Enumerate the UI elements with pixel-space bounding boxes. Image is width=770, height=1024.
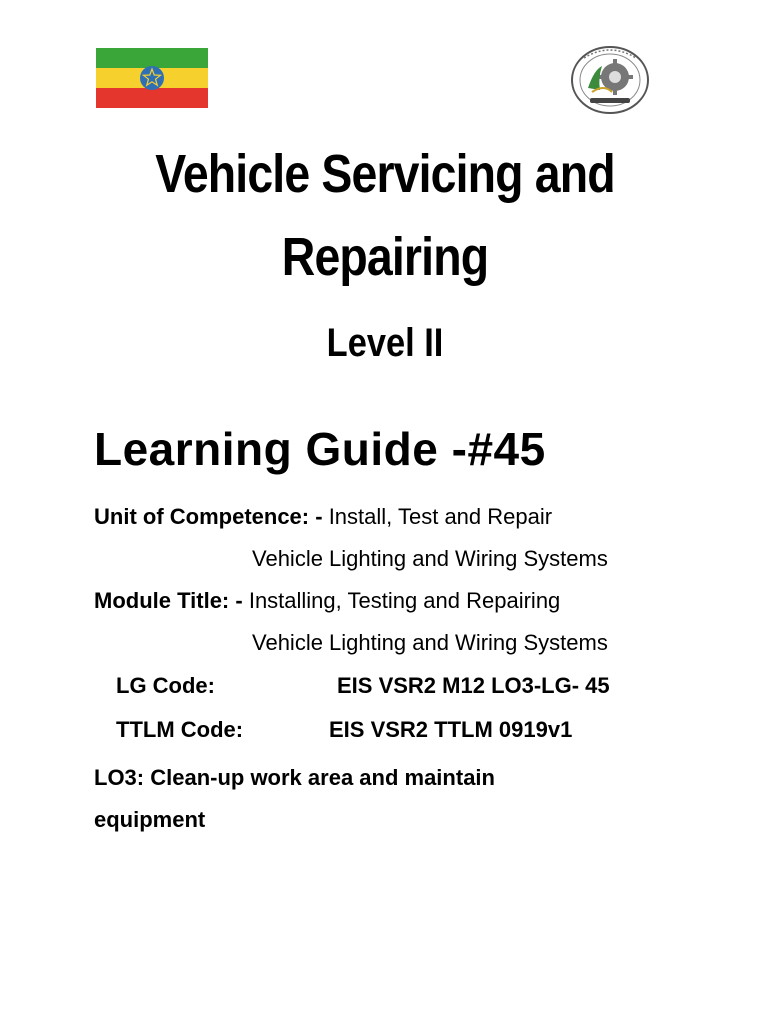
module-title-label: Module Title: - [94, 588, 243, 613]
module-title-value: Installing, Testing and Repairing [248, 588, 561, 613]
learning-outcome-line-2: equipment [94, 807, 206, 832]
learning-outcome-line-1: LO3: Clean-up work area and maintain [94, 765, 495, 790]
unit-of-competence-value: Install, Test and Repair [328, 504, 553, 529]
ttlm-code-label: TTLM Code: [116, 717, 244, 742]
module-title-value-continued: Vehicle Lighting and Wiring Systems [252, 630, 608, 655]
federal-tvet-agency-emblem-icon [568, 44, 652, 116]
document-title-line-2: Repairing [281, 227, 489, 287]
learning-guide-title: Learning Guide -#45 [94, 423, 546, 475]
module-title-row [94, 587, 560, 615]
unit-of-competence-value-continued: Vehicle Lighting and Wiring Systems [252, 546, 608, 571]
level-heading: Level II [326, 321, 444, 365]
unit-of-competence-row [94, 503, 552, 531]
unit-of-competence-label: Unit of Competence: - [94, 504, 323, 529]
document-title-line-1: Vehicle Servicing and [155, 144, 615, 204]
ethiopian-flag-icon [96, 48, 208, 108]
lg-code-value: EIS VSR2 M12 LO3-LG- 45 [337, 673, 610, 698]
ttlm-code-value: EIS VSR2 TTLM 0919v1 [329, 717, 573, 742]
lg-code-label: LG Code: [116, 673, 215, 698]
